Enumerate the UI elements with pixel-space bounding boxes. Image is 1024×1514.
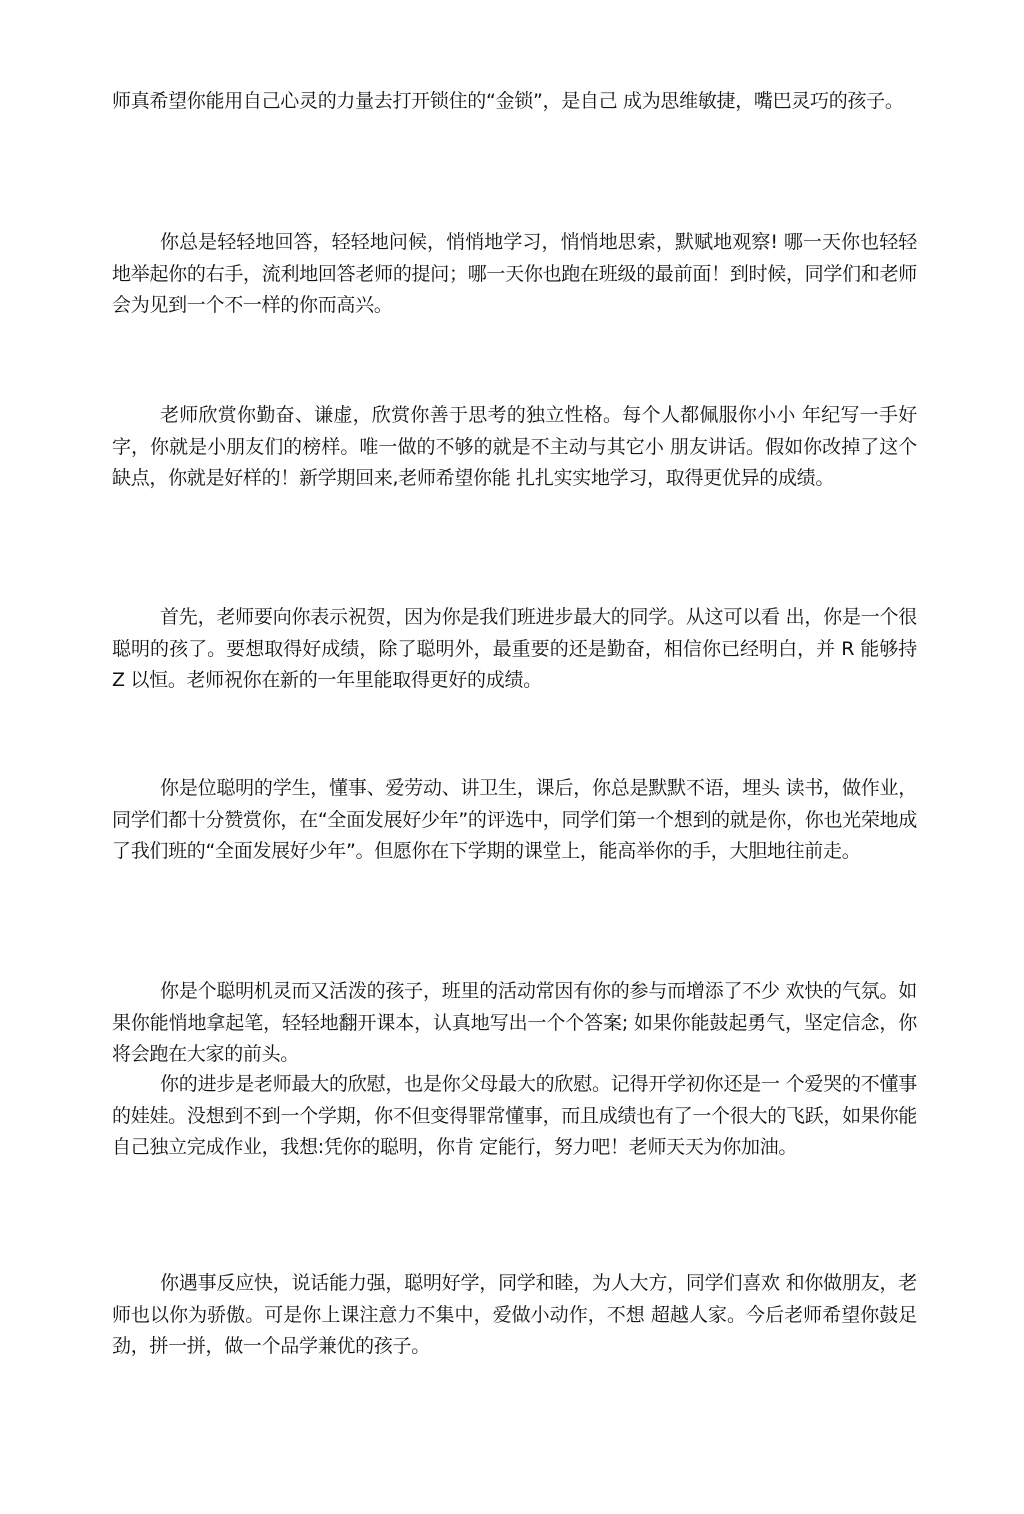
comment-paragraph-7: 你的进步是老师最大的欣慰，也是你父母最大的欣慰。记得开学初你还是一 个爱哭的不懂事的娃娃。没想到不到一个学期，你不但变得罪常懂事，而且成绩也有了一个很大的飞跃，如果你能自己独立完成作业，我想:凭你的聪明，你肯 定能行，努力吧！老师天天为你加油。 [112, 1073, 917, 1158]
comment-paragraph-2: 你总是轻轻地回答，轻轻地问候，悄悄地学习，悄悄地思索，默赋地观察! 哪一天你也轻轻地举起你的右手，流利地回答老师的提问；哪一天你也跑在班级的最前面！到时候，同学们和老师会为见到一个不一样的你而高兴。 [112, 231, 917, 316]
comment-paragraph-1: 师真希望你能用自己心灵的力量去打开锁住的“金锁”，是自己 成为思维敏捷，嘴巴灵巧的孩子。 [112, 90, 904, 112]
comment-paragraph-6: 你是个聪明机灵而又活泼的孩子，班里的活动常因有你的参与而增添了不少 欢快的气氛。如果你能悄地拿起笔，轻轻地翻开课本，认真地写出一个个答案; 如果你能鼓起勇气，坚定信念，你将会跑在大家的前头。 [112, 980, 917, 1065]
comment-paragraph-5: 你是位聪明的学生，懂事、爱劳动、讲卫生，课后，你总是默默不语，埋头 读书，做作业，同学们都十分赞赏你，在“全面发展好少年”的评选中，同学们第一个想到的就是你，你也光荣地成了我们班的“全面发展好少年”。但愿你在下学期的课堂上，能高举你的手，大胆地往前走。 [112, 777, 917, 862]
comment-paragraph-3: 老师欣赏你勤奋、谦虚，欣赏你善于思考的独立性格。每个人都佩服你小小 年纪写一手好字，你就是小朋友们的榜样。唯一做的不够的就是不主动与其它小 朋友讲话。假如你改掉了这个缺点，你就是好样的！新学期回来,老师希望你能 扎扎实实地学习，取得更优异的成绩。 [112, 404, 917, 489]
comment-paragraph-4: 首先，老师要向你表示祝贺，因为你是我们班进步最大的同学。从这可以看 出，你是一个很聪明的孩了。要想取得好成绩，除了聪明外，最重要的还是勤奋，相信你已经明白，并 R 能够持 Z 以恒。老师祝你在新的一年里能取得更好的成绩。 [112, 606, 917, 691]
comment-paragraph-8: 你遇事反应快，说话能力强，聪明好学，同学和睦，为人大方，同学们喜欢 和你做朋友，老师也以你为骄傲。可是你上课注意力不集中，爱做小动作，不想 超越人家。今后老师希望你鼓足劲，拼一拼，做一个品学兼优的孩子。 [112, 1272, 917, 1357]
